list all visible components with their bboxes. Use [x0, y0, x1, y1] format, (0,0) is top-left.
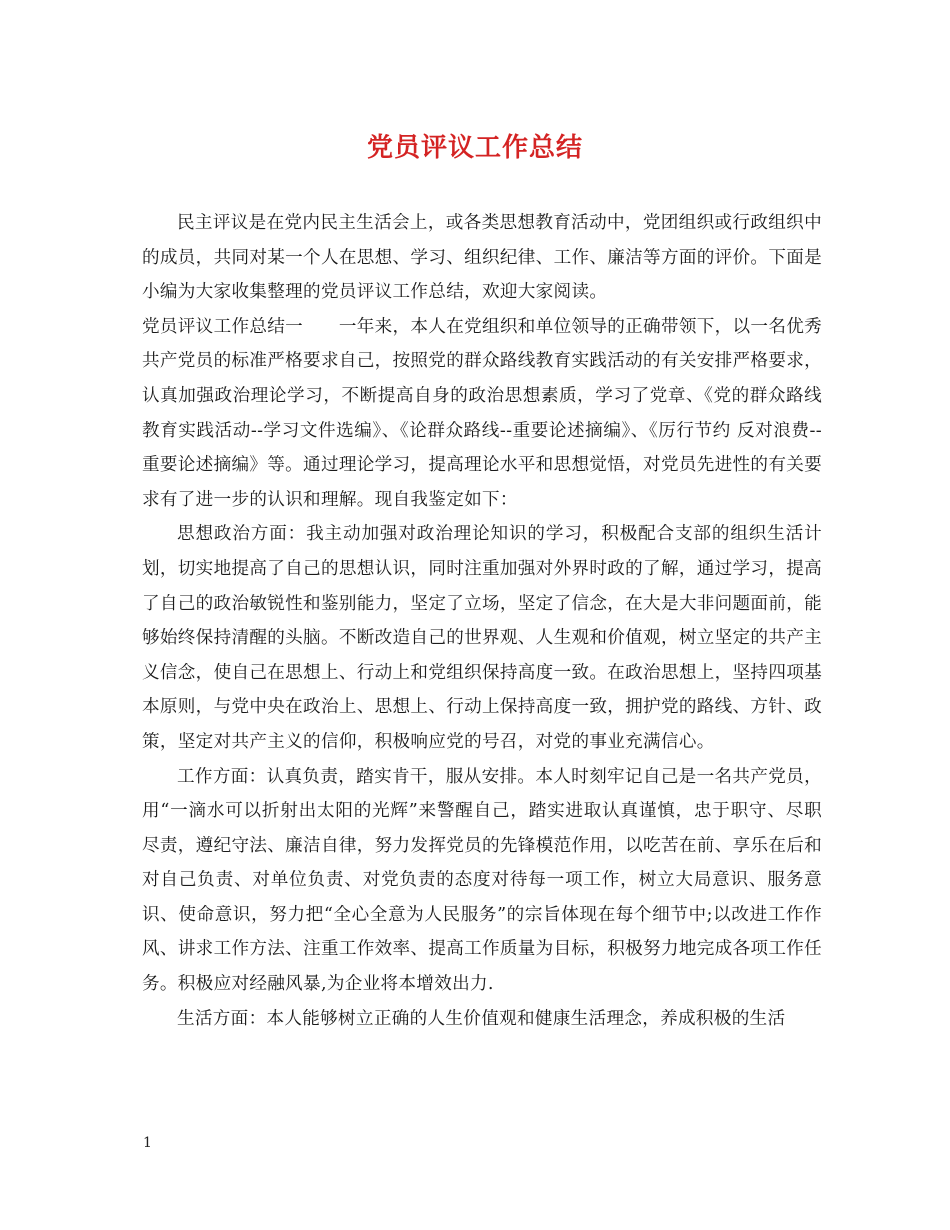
document-body [142, 206, 822, 1036]
page-number: 1 [143, 1135, 152, 1151]
paragraph-political-thought: 思想政治方面：我主动加强对政治理论知识的学习，积极配合支部的组织生活计划，切实地提高了自己的思想认识，同时注重加强对外界时政的了解，通过学习，提高了自己的政治敏锐性和鉴别能力，坚定了立场，坚定了信念，在大是大非问题面前，能够始终保持清醒的头脑。不断改造自己的世界观、人生观和价值观，树立坚定的共产主义信念，使自己在思想上、行动上和党组织保持高度一致。在政治思想上，坚持四项基本原则，与党中央在政治上、思想上、行动上保持高度一致，拥护党的路线、方针、政策，坚定对共产主义的信仰，积极响应党的号召，对党的事业充满信心。 [142, 524, 822, 752]
paragraph-intro: 民主评议是在党内民主生活会上，或各类思想教育活动中，党团组织或行政组织中的成员，共同对某一个人在思想、学习、组织纪律、工作、廉洁等方面的评价。下面是小编为大家收集整理的党员评议工作总结，欢迎大家阅读。 [142, 213, 822, 303]
paragraph-summary-one: 党员评议工作总结一 一年来，本人在党组织和单位领导的正确带领下，以一名优秀共产党员的标准严格要求自己，按照党的群众路线教育实践活动的有关安排严格要求，认真加强政治理论学习，不断提高自身的政治思想素质，学习了党章、《党的群众路线教育实践活动--学习文件选编》、《论群众路线--重要论述摘编》、《厉行节约 反对浪费--重要论述摘编》等。通过理论学习，提高理论水平和思想觉悟，对党员先进性的有关要求有了进一步的认识和理解。现自我鉴定如下： [142, 316, 822, 510]
paragraph-work: 工作方面：认真负责，踏实肯干，服从安排。本人时刻牢记自己是一名共产党员，用“一滴水可以折射出太阳的光辉”来警醒自己，踏实进取认真谨慎，忠于职守、尽职尽责，遵纪守法、廉洁自律，努力发挥党员的先锋模范作用，以吃苦在前、享乐在后和对自己负责、对单位负责、对党负责的态度对待每一项工作，树立大局意识、服务意识、使命意识，努力把“全心全意为人民服务”的宗旨体现在每个细节中;以改进工作作风、讲求工作方法、注重工作效率、提高工作质量为目标，积极努力地完成各项工作任务。积极应对经融风暴,为企业将本增效出力. [142, 766, 822, 995]
document-title: 党员评议工作总结 [366, 133, 583, 163]
paragraph-life: 生活方面：本人能够树立正确的人生价值观和健康生活理念，养成积极的生活 [177, 1008, 786, 1029]
